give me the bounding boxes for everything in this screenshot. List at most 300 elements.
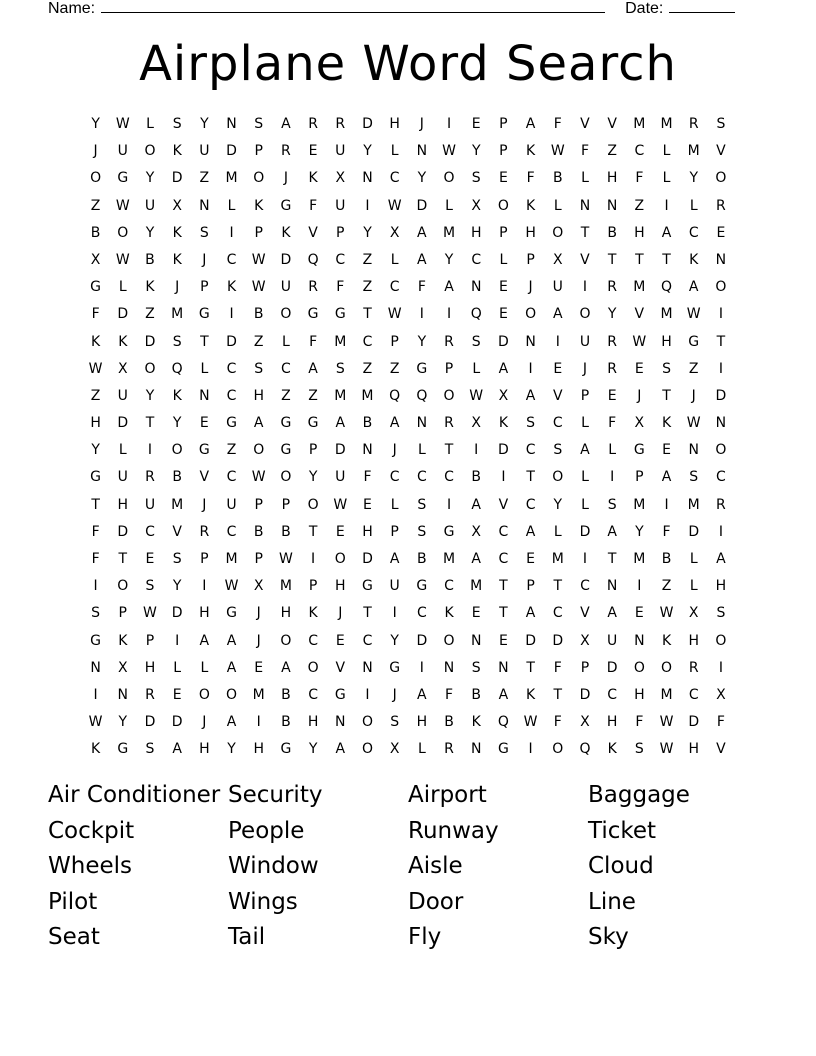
grid-letter[interactable]: A bbox=[444, 279, 454, 296]
grid-letter[interactable]: Z bbox=[199, 170, 210, 187]
grid-letter[interactable]: E bbox=[716, 224, 726, 241]
grid-letter[interactable]: U bbox=[144, 496, 156, 513]
grid-letter[interactable]: X bbox=[688, 605, 699, 622]
grid-letter[interactable]: P bbox=[336, 224, 345, 241]
grid-letter[interactable]: O bbox=[90, 170, 102, 187]
grid-letter[interactable]: S bbox=[526, 415, 536, 432]
grid-letter[interactable]: S bbox=[91, 605, 101, 622]
grid-letter[interactable]: Y bbox=[417, 333, 427, 350]
grid-letter[interactable]: K bbox=[118, 333, 128, 350]
grid-letter[interactable]: Y bbox=[471, 143, 481, 160]
grid-letter[interactable]: R bbox=[145, 686, 155, 703]
grid-letter[interactable]: Z bbox=[362, 251, 373, 268]
grid-letter[interactable]: D bbox=[117, 523, 129, 540]
grid-letter[interactable]: I bbox=[582, 551, 588, 567]
grid-letter[interactable]: J bbox=[637, 387, 642, 404]
grid-letter[interactable]: A bbox=[607, 523, 617, 540]
grid-letter[interactable]: X bbox=[172, 197, 182, 214]
grid-letter[interactable]: E bbox=[498, 632, 508, 649]
grid-letter[interactable]: D bbox=[144, 333, 156, 350]
grid-letter[interactable]: U bbox=[117, 387, 128, 404]
grid-letter[interactable]: O bbox=[715, 170, 727, 187]
grid-letter[interactable]: M bbox=[171, 496, 184, 513]
grid-letter[interactable]: S bbox=[417, 523, 427, 540]
grid-letter[interactable]: D bbox=[606, 659, 618, 676]
grid-letter[interactable]: T bbox=[635, 251, 644, 268]
grid-letter[interactable]: A bbox=[226, 714, 237, 731]
grid-letter[interactable]: U bbox=[335, 197, 346, 214]
grid-letter[interactable]: X bbox=[716, 686, 726, 703]
grid-letter[interactable]: I bbox=[718, 360, 723, 377]
grid-letter[interactable]: A bbox=[417, 224, 427, 241]
grid-letter[interactable]: U bbox=[280, 279, 292, 296]
grid-letter[interactable]: Z bbox=[90, 197, 101, 214]
grid-letter[interactable]: X bbox=[117, 659, 128, 676]
grid-letter[interactable]: Y bbox=[145, 224, 155, 241]
grid-letter[interactable]: K bbox=[145, 279, 155, 296]
grid-letter[interactable]: P bbox=[145, 632, 155, 649]
grid-letter[interactable]: Y bbox=[91, 116, 100, 132]
grid-letter[interactable]: A bbox=[607, 605, 617, 622]
grid-letter[interactable]: A bbox=[335, 415, 346, 432]
grid-letter[interactable]: S bbox=[716, 116, 726, 132]
grid-letter[interactable]: N bbox=[362, 659, 373, 676]
grid-letter[interactable]: O bbox=[443, 387, 455, 404]
grid-letter[interactable]: Y bbox=[308, 741, 318, 758]
grid-letter[interactable]: O bbox=[280, 469, 292, 486]
grid-letter[interactable]: L bbox=[200, 659, 209, 676]
grid-letter[interactable]: B bbox=[661, 551, 672, 567]
grid-letter[interactable]: F bbox=[716, 714, 725, 731]
grid-letter[interactable]: J bbox=[338, 605, 343, 622]
grid-letter[interactable]: O bbox=[253, 170, 265, 187]
grid-letter[interactable]: I bbox=[528, 360, 533, 377]
grid-letter[interactable]: A bbox=[335, 741, 346, 758]
grid-letter[interactable]: Y bbox=[417, 170, 427, 187]
grid-letter[interactable]: N bbox=[199, 197, 210, 214]
grid-letter[interactable]: Q bbox=[171, 360, 183, 377]
grid-letter[interactable]: I bbox=[446, 496, 452, 513]
grid-letter[interactable]: A bbox=[552, 306, 563, 323]
grid-letter[interactable]: J bbox=[256, 632, 261, 649]
grid-letter[interactable]: P bbox=[499, 224, 508, 241]
grid-letter[interactable]: G bbox=[334, 306, 346, 323]
grid-letter[interactable]: F bbox=[445, 686, 454, 703]
grid-letter[interactable]: F bbox=[91, 306, 100, 323]
grid-letter[interactable]: R bbox=[308, 279, 318, 296]
grid-letter[interactable]: Y bbox=[390, 632, 399, 649]
grid-letter[interactable]: Q bbox=[579, 741, 591, 758]
grid-letter[interactable]: N bbox=[715, 415, 727, 432]
grid-letter[interactable]: O bbox=[117, 578, 129, 595]
date-field[interactable] bbox=[669, 0, 735, 13]
grid-letter[interactable]: K bbox=[91, 333, 101, 350]
grid-letter[interactable]: K bbox=[254, 197, 264, 214]
grid-letter[interactable]: B bbox=[172, 469, 182, 486]
grid-letter[interactable]: O bbox=[443, 170, 455, 187]
grid-letter[interactable]: X bbox=[90, 251, 101, 268]
grid-letter[interactable]: S bbox=[254, 360, 264, 377]
grid-letter[interactable]: R bbox=[688, 659, 699, 676]
grid-letter[interactable]: H bbox=[280, 605, 292, 622]
grid-letter[interactable]: E bbox=[172, 686, 182, 703]
grid-letter[interactable]: F bbox=[526, 170, 535, 187]
grid-letter[interactable]: N bbox=[498, 659, 509, 676]
grid-letter[interactable]: V bbox=[335, 659, 346, 676]
grid-letter[interactable]: O bbox=[715, 279, 727, 296]
name-field[interactable] bbox=[101, 0, 605, 13]
grid-letter[interactable]: V bbox=[308, 224, 318, 241]
grid-letter[interactable]: H bbox=[634, 686, 645, 703]
grid-letter[interactable]: R bbox=[199, 523, 210, 540]
grid-letter[interactable]: P bbox=[526, 578, 535, 595]
grid-letter[interactable]: C bbox=[552, 605, 563, 622]
grid-letter[interactable]: A bbox=[253, 415, 264, 432]
grid-letter[interactable]: W bbox=[659, 605, 674, 622]
grid-letter[interactable]: R bbox=[444, 741, 454, 758]
grid-letter[interactable]: I bbox=[718, 523, 723, 540]
grid-letter[interactable]: R bbox=[607, 333, 618, 350]
grid-letter[interactable]: N bbox=[226, 116, 237, 132]
grid-letter[interactable]: L bbox=[417, 442, 426, 459]
grid-letter[interactable]: Q bbox=[307, 251, 319, 268]
grid-letter[interactable]: P bbox=[254, 143, 263, 160]
grid-letter[interactable]: W bbox=[387, 306, 402, 323]
grid-letter[interactable]: P bbox=[580, 659, 590, 676]
grid-letter[interactable]: W bbox=[251, 469, 266, 486]
grid-letter[interactable]: P bbox=[308, 578, 318, 595]
grid-letter[interactable]: V bbox=[634, 306, 645, 323]
grid-letter[interactable]: S bbox=[145, 578, 155, 595]
grid-letter[interactable]: L bbox=[118, 279, 127, 296]
grid-letter[interactable]: J bbox=[392, 686, 397, 703]
grid-letter[interactable]: B bbox=[145, 251, 155, 268]
grid-letter[interactable]: F bbox=[553, 714, 562, 731]
grid-letter[interactable]: I bbox=[555, 333, 560, 350]
grid-letter[interactable]: G bbox=[633, 442, 645, 459]
grid-letter[interactable]: A bbox=[417, 251, 427, 268]
grid-letter[interactable]: A bbox=[688, 279, 699, 296]
grid-letter[interactable]: L bbox=[282, 333, 290, 350]
grid-letter[interactable]: L bbox=[581, 170, 589, 187]
grid-letter[interactable]: G bbox=[198, 442, 210, 459]
grid-letter[interactable]: Y bbox=[200, 116, 209, 132]
grid-letter[interactable]: T bbox=[662, 387, 671, 404]
grid-letter[interactable]: A bbox=[226, 632, 237, 649]
grid-letter[interactable]: E bbox=[471, 116, 481, 132]
grid-letter[interactable]: F bbox=[662, 523, 671, 540]
grid-letter[interactable]: T bbox=[607, 251, 617, 268]
grid-letter[interactable]: E bbox=[471, 605, 481, 622]
grid-letter[interactable]: T bbox=[200, 333, 209, 350]
grid-letter[interactable]: D bbox=[552, 632, 564, 649]
grid-letter[interactable]: C bbox=[226, 251, 237, 268]
grid-letter[interactable]: B bbox=[90, 224, 101, 241]
grid-letter[interactable]: G bbox=[280, 741, 292, 758]
grid-letter[interactable]: A bbox=[389, 551, 400, 567]
grid-letter[interactable]: D bbox=[226, 333, 237, 350]
grid-letter[interactable]: Y bbox=[227, 741, 236, 758]
grid-letter[interactable]: C bbox=[226, 469, 237, 486]
grid-letter[interactable]: M bbox=[470, 578, 483, 595]
grid-letter[interactable]: S bbox=[716, 605, 726, 622]
grid-letter[interactable]: E bbox=[308, 143, 318, 160]
grid-letter[interactable]: B bbox=[471, 686, 482, 703]
grid-letter[interactable]: D bbox=[334, 442, 346, 459]
grid-letter[interactable]: A bbox=[389, 415, 400, 432]
grid-letter[interactable]: C bbox=[688, 686, 699, 703]
grid-letter[interactable]: S bbox=[335, 360, 345, 377]
grid-letter[interactable]: T bbox=[118, 551, 128, 567]
grid-letter[interactable]: B bbox=[444, 714, 454, 731]
grid-letter[interactable]: E bbox=[254, 659, 264, 676]
grid-letter[interactable]: M bbox=[633, 496, 646, 513]
grid-letter[interactable]: S bbox=[634, 741, 644, 758]
grid-letter[interactable]: L bbox=[390, 143, 399, 160]
grid-letter[interactable]: L bbox=[553, 523, 562, 540]
grid-letter[interactable]: A bbox=[525, 605, 536, 622]
grid-letter[interactable]: I bbox=[229, 306, 234, 323]
grid-letter[interactable]: Q bbox=[661, 279, 673, 296]
grid-letter[interactable]: Z bbox=[90, 387, 101, 404]
grid-letter[interactable]: K bbox=[471, 714, 481, 731]
grid-letter[interactable]: L bbox=[472, 360, 481, 377]
grid-letter[interactable]: D bbox=[171, 170, 183, 187]
grid-letter[interactable]: I bbox=[610, 469, 615, 486]
grid-letter[interactable]: G bbox=[117, 741, 129, 758]
grid-letter[interactable]: K bbox=[444, 605, 454, 622]
grid-letter[interactable]: Z bbox=[389, 360, 400, 377]
grid-letter[interactable]: D bbox=[416, 197, 428, 214]
grid-letter[interactable]: A bbox=[498, 686, 509, 703]
grid-letter[interactable]: L bbox=[227, 197, 236, 214]
grid-letter[interactable]: R bbox=[281, 143, 291, 160]
grid-letter[interactable]: T bbox=[363, 306, 372, 323]
grid-letter[interactable]: S bbox=[471, 333, 481, 350]
grid-letter[interactable]: A bbox=[308, 360, 318, 377]
grid-letter[interactable]: N bbox=[443, 659, 455, 676]
grid-letter[interactable]: J bbox=[202, 714, 207, 731]
grid-letter[interactable]: J bbox=[256, 605, 261, 622]
grid-letter[interactable]: M bbox=[551, 551, 564, 567]
grid-letter[interactable]: U bbox=[226, 496, 237, 513]
grid-letter[interactable]: M bbox=[687, 496, 700, 513]
grid-letter[interactable]: G bbox=[389, 659, 401, 676]
grid-letter[interactable]: P bbox=[444, 360, 454, 377]
grid-letter[interactable]: C bbox=[634, 143, 645, 160]
grid-letter[interactable]: P bbox=[254, 496, 263, 513]
grid-letter[interactable]: X bbox=[498, 387, 509, 404]
grid-letter[interactable]: I bbox=[229, 224, 234, 241]
grid-letter[interactable]: J bbox=[93, 143, 98, 160]
grid-letter[interactable]: K bbox=[172, 224, 182, 241]
grid-letter[interactable]: Y bbox=[308, 469, 318, 486]
grid-letter[interactable]: N bbox=[470, 632, 482, 649]
grid-letter[interactable]: Z bbox=[362, 279, 373, 296]
grid-letter[interactable]: E bbox=[498, 306, 508, 323]
grid-letter[interactable]: S bbox=[662, 360, 671, 377]
grid-letter[interactable]: C bbox=[335, 251, 346, 268]
grid-letter[interactable]: D bbox=[579, 686, 591, 703]
grid-letter[interactable]: Q bbox=[416, 387, 428, 404]
grid-letter[interactable]: C bbox=[688, 224, 699, 241]
grid-letter[interactable]: O bbox=[253, 442, 265, 459]
grid-letter[interactable]: Y bbox=[607, 306, 617, 323]
grid-letter[interactable]: F bbox=[336, 279, 345, 296]
grid-letter[interactable]: O bbox=[144, 143, 156, 160]
grid-letter[interactable]: Y bbox=[118, 714, 128, 731]
grid-letter[interactable]: O bbox=[715, 442, 727, 459]
grid-letter[interactable]: Z bbox=[145, 306, 155, 323]
grid-letter[interactable]: Q bbox=[389, 387, 401, 404]
grid-letter[interactable]: O bbox=[552, 741, 564, 758]
grid-letter[interactable]: J bbox=[283, 170, 288, 187]
grid-letter[interactable]: O bbox=[171, 442, 183, 459]
grid-letter[interactable]: W bbox=[115, 116, 130, 132]
grid-letter[interactable]: O bbox=[661, 659, 673, 676]
grid-letter[interactable]: M bbox=[252, 686, 265, 703]
grid-letter[interactable]: I bbox=[365, 686, 370, 703]
grid-letter[interactable]: Y bbox=[145, 387, 155, 404]
grid-letter[interactable]: G bbox=[307, 306, 319, 323]
grid-letter[interactable]: K bbox=[661, 415, 672, 432]
grid-letter[interactable]: V bbox=[552, 387, 563, 404]
grid-letter[interactable]: I bbox=[501, 469, 506, 486]
grid-letter[interactable]: G bbox=[362, 578, 373, 595]
grid-letter[interactable]: Z bbox=[281, 387, 291, 404]
grid-letter[interactable]: X bbox=[335, 170, 346, 187]
grid-letter[interactable]: W bbox=[224, 578, 239, 595]
grid-letter[interactable]: W bbox=[686, 306, 701, 323]
grid-letter[interactable]: H bbox=[525, 224, 536, 241]
grid-letter[interactable]: S bbox=[607, 496, 617, 513]
grid-letter[interactable]: M bbox=[334, 387, 347, 404]
grid-letter[interactable]: H bbox=[416, 714, 428, 731]
grid-letter[interactable]: S bbox=[172, 551, 182, 567]
grid-letter[interactable]: W bbox=[251, 279, 266, 296]
grid-letter[interactable]: W bbox=[333, 496, 348, 513]
grid-letter[interactable]: S bbox=[199, 224, 209, 241]
grid-letter[interactable]: U bbox=[552, 279, 563, 296]
grid-letter[interactable]: E bbox=[498, 170, 508, 187]
grid-letter[interactable]: K bbox=[118, 632, 128, 649]
grid-letter[interactable]: M bbox=[442, 224, 456, 241]
grid-letter[interactable]: U bbox=[117, 469, 128, 486]
grid-letter[interactable]: O bbox=[633, 659, 645, 676]
grid-letter[interactable]: R bbox=[444, 333, 454, 350]
grid-letter[interactable]: T bbox=[607, 551, 617, 567]
grid-letter[interactable]: C bbox=[145, 523, 155, 540]
grid-letter[interactable]: R bbox=[145, 469, 155, 486]
grid-letter[interactable]: T bbox=[499, 578, 508, 595]
grid-letter[interactable]: J bbox=[392, 442, 397, 459]
grid-letter[interactable]: N bbox=[335, 714, 346, 731]
grid-letter[interactable]: J bbox=[419, 116, 424, 132]
grid-letter[interactable]: I bbox=[446, 306, 452, 323]
grid-letter[interactable]: I bbox=[392, 605, 397, 622]
grid-letter[interactable]: W bbox=[632, 333, 647, 350]
grid-letter[interactable]: T bbox=[363, 605, 372, 622]
grid-letter[interactable]: O bbox=[361, 714, 373, 731]
grid-letter[interactable]: K bbox=[526, 686, 536, 703]
grid-letter[interactable]: X bbox=[471, 415, 482, 432]
grid-letter[interactable]: T bbox=[526, 469, 535, 486]
grid-letter[interactable]: M bbox=[633, 279, 646, 296]
grid-letter[interactable]: M bbox=[279, 578, 292, 595]
grid-letter[interactable]: C bbox=[471, 251, 482, 268]
grid-letter[interactable]: C bbox=[416, 605, 427, 622]
grid-letter[interactable]: G bbox=[198, 306, 210, 323]
grid-letter[interactable]: L bbox=[662, 170, 671, 187]
grid-letter[interactable]: M bbox=[687, 143, 700, 160]
grid-letter[interactable]: I bbox=[365, 197, 370, 214]
grid-letter[interactable]: I bbox=[446, 116, 452, 132]
grid-letter[interactable]: Y bbox=[363, 143, 372, 160]
grid-letter[interactable]: P bbox=[118, 605, 127, 622]
grid-letter[interactable]: V bbox=[172, 523, 182, 540]
grid-letter[interactable]: M bbox=[442, 551, 456, 567]
grid-letter[interactable]: O bbox=[552, 469, 564, 486]
grid-letter[interactable]: M bbox=[660, 116, 673, 132]
grid-letter[interactable]: P bbox=[635, 469, 644, 486]
grid-letter[interactable]: E bbox=[199, 415, 209, 432]
grid-letter[interactable]: E bbox=[498, 279, 508, 296]
grid-letter[interactable]: E bbox=[553, 360, 563, 377]
grid-letter[interactable]: G bbox=[280, 442, 292, 459]
grid-letter[interactable]: H bbox=[144, 659, 156, 676]
grid-letter[interactable]: V bbox=[498, 496, 509, 513]
grid-letter[interactable]: I bbox=[93, 686, 98, 703]
grid-letter[interactable]: B bbox=[552, 170, 563, 187]
grid-letter[interactable]: B bbox=[253, 306, 264, 323]
grid-letter[interactable]: F bbox=[417, 279, 426, 296]
grid-letter[interactable]: L bbox=[608, 442, 617, 459]
grid-letter[interactable]: L bbox=[146, 116, 154, 132]
grid-letter[interactable]: P bbox=[499, 143, 508, 160]
grid-letter[interactable]: A bbox=[661, 224, 672, 241]
grid-letter[interactable]: K bbox=[308, 170, 318, 187]
grid-letter[interactable]: E bbox=[634, 605, 644, 622]
grid-letter[interactable]: P bbox=[526, 251, 535, 268]
grid-letter[interactable]: U bbox=[335, 143, 346, 160]
grid-letter[interactable]: V bbox=[716, 143, 726, 160]
grid-letter[interactable]: O bbox=[552, 224, 564, 241]
grid-letter[interactable]: W bbox=[523, 714, 538, 731]
grid-letter[interactable]: N bbox=[117, 686, 129, 703]
grid-letter[interactable]: N bbox=[579, 197, 591, 214]
grid-letter[interactable]: D bbox=[362, 116, 373, 132]
grid-letter[interactable]: P bbox=[254, 224, 263, 241]
grid-letter[interactable]: I bbox=[93, 578, 98, 595]
grid-letter[interactable]: X bbox=[471, 197, 482, 214]
grid-letter[interactable]: O bbox=[144, 360, 156, 377]
grid-letter[interactable]: V bbox=[607, 116, 617, 132]
grid-letter[interactable]: C bbox=[498, 551, 509, 567]
grid-letter[interactable]: Q bbox=[497, 714, 509, 731]
grid-letter[interactable]: F bbox=[309, 333, 318, 350]
grid-letter[interactable]: J bbox=[582, 360, 588, 377]
grid-letter[interactable]: A bbox=[525, 523, 536, 540]
grid-letter[interactable]: E bbox=[145, 551, 155, 567]
grid-letter[interactable]: L bbox=[390, 496, 399, 513]
grid-letter[interactable]: H bbox=[90, 415, 101, 432]
grid-letter[interactable]: W bbox=[143, 605, 157, 622]
grid-letter[interactable]: T bbox=[716, 333, 726, 350]
grid-letter[interactable]: Y bbox=[444, 251, 454, 268]
grid-letter[interactable]: R bbox=[308, 116, 318, 132]
grid-letter[interactable]: E bbox=[363, 496, 372, 513]
grid-letter[interactable]: A bbox=[417, 686, 427, 703]
